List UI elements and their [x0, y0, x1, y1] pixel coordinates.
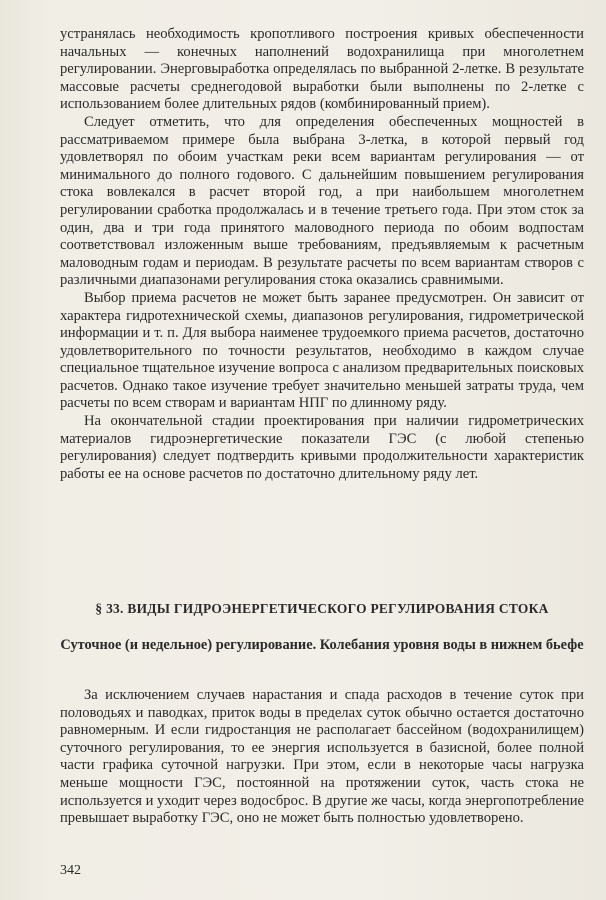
page-number: 342 [60, 863, 81, 878]
paragraph-2: Следует отметить, что для определения обеспеченных мощностей в рассматриваемом примере была выбрана 3-летка, в которой первый год удовлетворял по обоим участкам реки всем вариантам регулирования — от минимального до полного годового. С дальнейшим повышением регулирования стока вовлекался в расчет второй год, а при наибольшем многолетнем регулировании сработка продолжалась и в течение третьего года. При этом сток за один, два и три года принятого маловодного периода по обоим водпостам соответствовал изложенным выше требованиям, предъявляемым к расчетным маловодным годам и периодам. В результате расчеты по всем вариантам створов с различными диапазонами регулирования стока оказались сравнимыми. [60, 113, 584, 289]
subsection-heading: Суточное (и недельное) регулирование. Колебания уровня воды в нижнем бьефе [60, 637, 584, 653]
body-text-bottom [60, 687, 584, 828]
paragraph-4: На окончательной стадии проектирования при наличии гидрометрических материалов гидроэнергетические показатели ГЭС (с любой степенью регулирования) следует подтвердить кривыми продолжительности характеристик работы ее на основе расчетов по достаточно длительному ряду лет. [60, 413, 584, 482]
body-text-top [60, 26, 584, 483]
paragraph-3: Выбор приема расчетов не может быть заранее предусмотрен. Он зависит от характера гидротехнической схемы, диапазонов регулирования, гидрометрической информации и т. п. Для выбора наименее трудоемкого приема расчетов, достаточно удовлетворительного по точности результатов, необходимо в каждом случае специальное тщательное изучение вопроса с анализом предварительных поисковых расчетов. Однако такое изучение требует значительно меньшей затраты труда, чем расчеты по всем створам и вариантам НПГ по длинному ряду. [60, 289, 584, 412]
paragraph-5: За исключением случаев нарастания и спада расходов в течение суток при половодьях и паводках, приток воды в пределах суток обычно остается достаточно равномерным. И если гидростанция не располагает бассейном (водохранилищем) суточного регулирования, то ее энергия используется в базисной, более полной части графика суточной нагрузки. При этом, если в некоторые часы нагрузка меньше мощности ГЭС, постоянной на протяжении суток, часть стока не используется и уходит через водосброс. В другие же часы, когда энергопотребление превышает выработку ГЭС, оно не может быть полностью удовлетворено. [60, 687, 584, 827]
paragraph-1: устранялась необходимость кропотливого построения кривых обеспеченности начальных — конечных наполнений водохранилища при многолетнем регулировании. Энерговыработка определялась по выбранной 2-летке. В результате массовые расчеты среднегодовой выработки были выполнены по 2-летке с использованием более длительных рядов (комбинированный прием). [60, 26, 584, 113]
section-heading: § 33. ВИДЫ ГИДРОЭНЕРГЕТИЧЕСКОГО РЕГУЛИРОВАНИЯ СТОКА [95, 601, 549, 616]
